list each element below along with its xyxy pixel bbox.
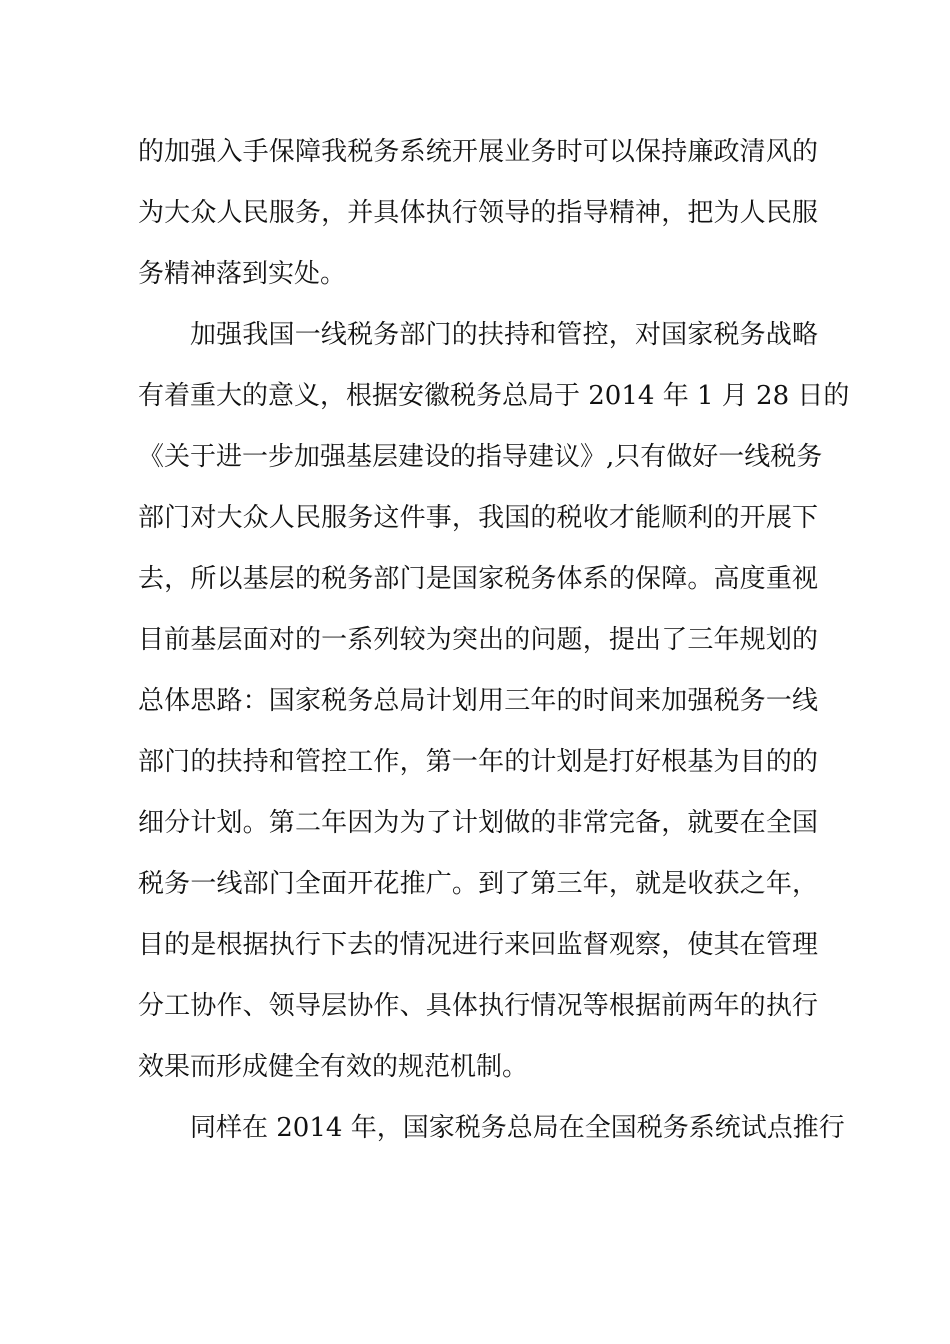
- text-line: 细分计划。第二年因为为了计划做的非常完备，就要在全国: [138, 808, 818, 838]
- text-line: 税务一线部门全面开花推广。到了第三年，就是收获之年，: [138, 869, 818, 899]
- text-line: 目的是根据执行下去的情况进行来回监督观察，使其在管理: [138, 930, 818, 960]
- text-line: 部门的扶持和管控工作，第一年的计划是打好根基为目的的: [138, 747, 818, 777]
- text-line: 分工协作、领导层协作、具体执行情况等根据前两年的执行: [138, 991, 818, 1021]
- text-line: 务精神落到实处。: [138, 259, 347, 289]
- text-line: 同样在 2014 年，国家税务总局在全国税务系统试点推行: [190, 1113, 845, 1143]
- text-line: 《关于进一步加强基层建设的指导建议》,只有做好一线税务: [138, 442, 823, 472]
- text-line: 部门对大众人民服务这件事，我国的税收才能顺利的开展下: [138, 503, 818, 533]
- text-line: 为大众人民服务，并具体执行领导的指导精神，把为人民服: [138, 198, 818, 228]
- text-line: 效果而形成健全有效的规范机制。: [138, 1052, 529, 1082]
- text-line: 的加强入手保障我税务系统开展业务时可以保持廉政清风的: [138, 137, 818, 167]
- text-line: 有着重大的意义，根据安徽税务总局于 2014 年 1 月 28 日的: [138, 381, 850, 411]
- text-line: 目前基层面对的一系列较为突出的问题，提出了三年规划的: [138, 625, 818, 655]
- text-line: 去，所以基层的税务部门是国家税务体系的保障。高度重视: [138, 564, 818, 594]
- text-line: 总体思路：国家税务总局计划用三年的时间来加强税务一线: [138, 686, 818, 716]
- text-line: 加强我国一线税务部门的扶持和管控，对国家税务战略: [190, 320, 818, 350]
